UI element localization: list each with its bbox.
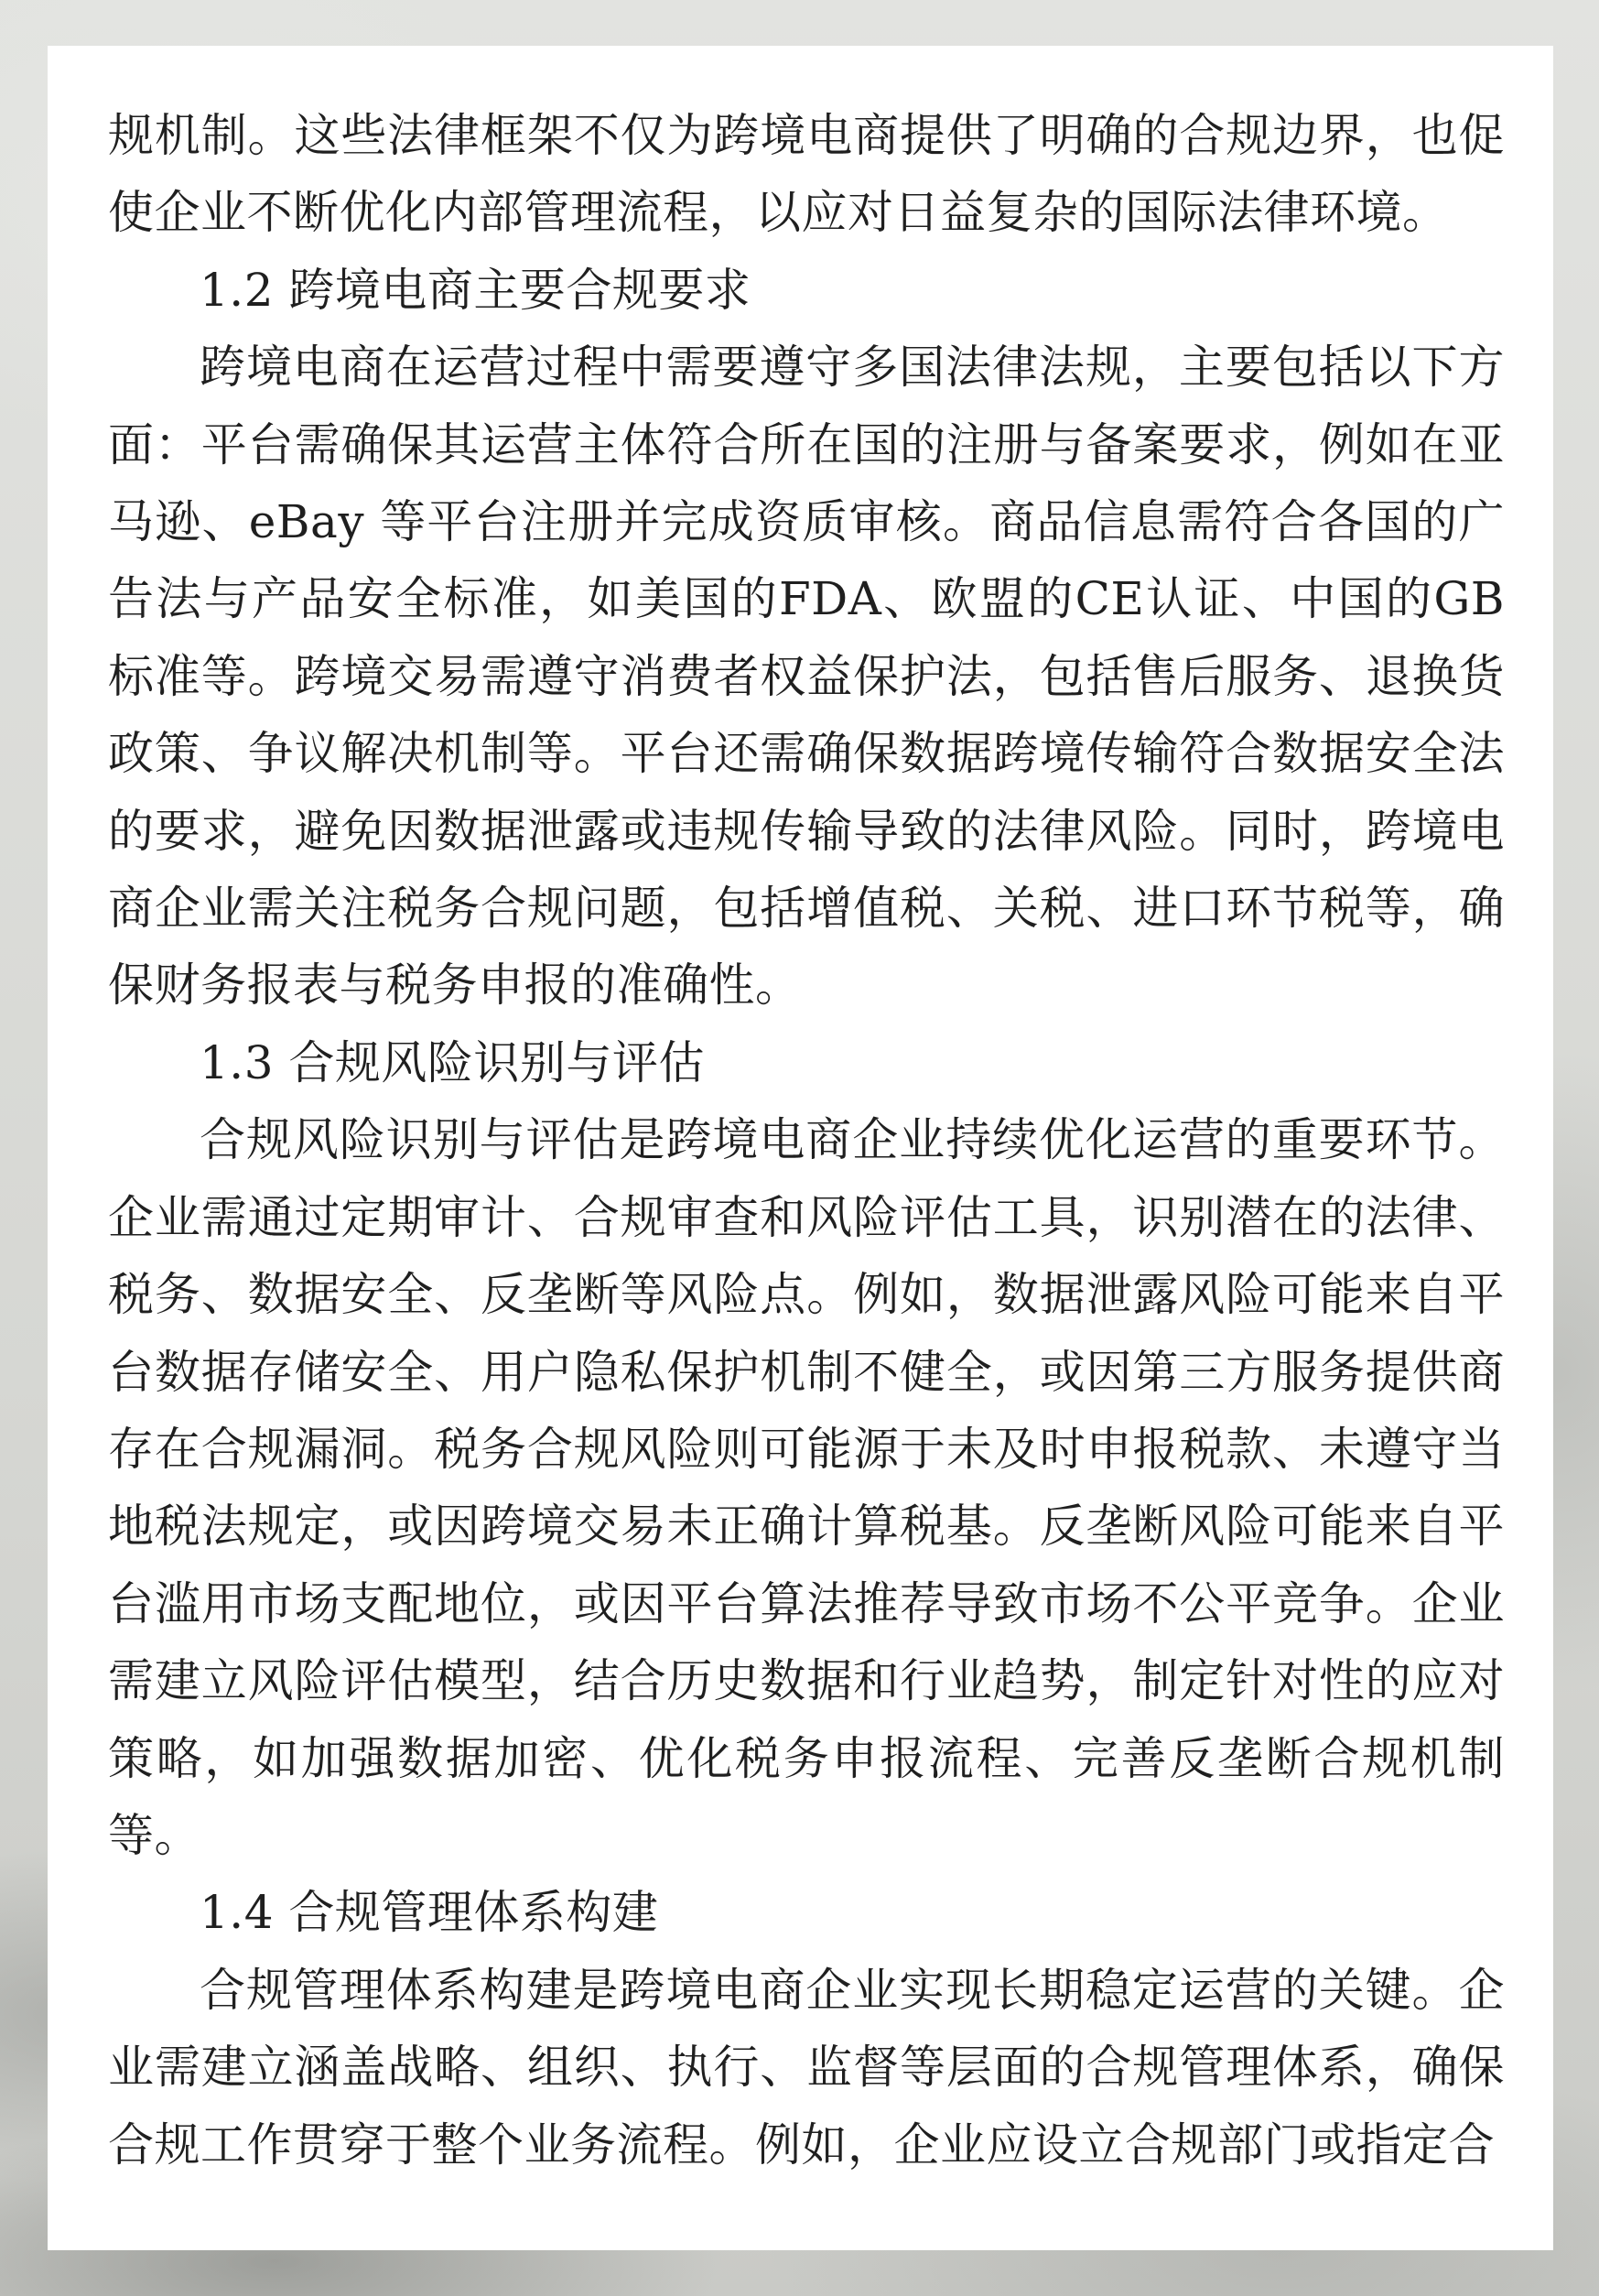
- paragraph-management-system: 合规管理体系构建是跨境电商企业实现长期稳定运营的关键。企业需建立涵盖战略、组织、执行、监督等层面的合规管理体系，确保合规工作贯穿于整个业务流程。例如，企业应设立合规部门或指定合: [108, 1963, 1505, 2171]
- paragraph-compliance-requirements: 跨境电商在运营过程中需要遵守多国法律法规，主要包括以下方面：平台需确保其运营主体符合所在国的注册与备案要求，例如在亚马逊、eBay 等平台注册并完成资质审核。商品信息需符合各国的广告法与产品安全标准，如美国的FDA、欧盟的CE认证、中国的GB标准等。跨境交易需遵守消费者权益保护法，包括售后服务、退换货政策、争议解决机制等。平台还需确保数据跨境传输符合数据安全法的要求，避免因数据泄露或违规传输导致的法律风险。同时，跨境电商企业需关注税务合规问题，包括增值税、关税、进口环节税等，确保财务报表与税务申报的准确性。: [108, 341, 1505, 1013]
- paragraph-risk-assessment: 合规风险识别与评估是跨境电商企业持续优化运营的重要环节。企业需通过定期审计、合规审查和风险评估工具，识别潜在的法律、税务、数据安全、反垄断等风险点。例如，数据泄露风险可能来自平台数据存储安全、用户隐私保护机制不健全，或因第三方服务提供商存在合规漏洞。税务合规风险则可能源于未及时申报税款、未遵守当地税法规定，或因跨境交易未正确计算税基。反垄断风险可能来自平台滥用市场支配地位，或因平台算法推荐导致市场不公平竞争。企业需建立风险评估模型，结合历史数据和行业趋势，制定针对性的应对策略，如加强数据加密、优化税务申报流程、完善反垄断合规机制等。: [108, 1113, 1505, 1862]
- document-body: [108, 97, 1505, 2183]
- section-heading-1-2: 1.2 跨境电商主要合规要求: [200, 263, 751, 317]
- document-page: [48, 46, 1553, 2250]
- section-heading-1-4: 1.4 合规管理体系构建: [200, 1886, 659, 1940]
- section-heading-1-3: 1.3 合规风险识别与评估: [200, 1035, 705, 1089]
- paragraph-continued: 规机制。这些法律框架不仅为跨境电商提供了明确的合规边界，也促使企业不断优化内部管理流程，以应对日益复杂的国际法律环境。: [108, 109, 1505, 240]
